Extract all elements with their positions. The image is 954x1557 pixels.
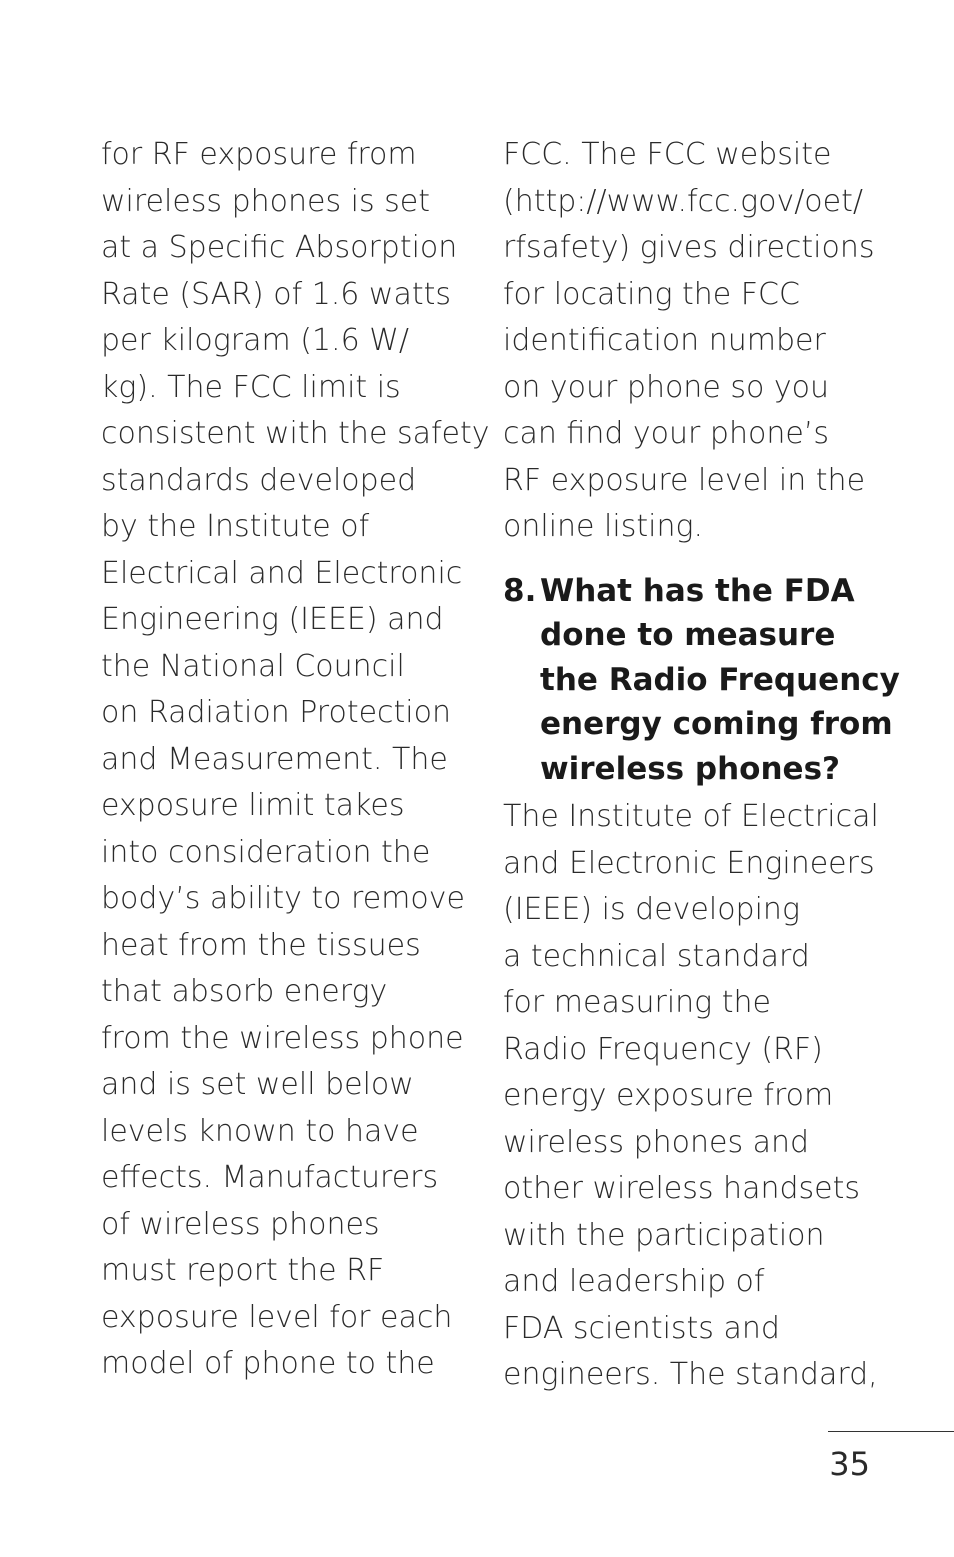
- text-line: Radio Frequency (RF): [503, 1031, 823, 1067]
- text-line: and leadership of: [503, 1264, 765, 1299]
- text-line: and Electronic Engineers: [503, 845, 875, 881]
- text-line: wireless phones and: [503, 1124, 810, 1160]
- text-line: by the Institute of: [101, 509, 370, 544]
- text-line: exposure level for each: [101, 1299, 453, 1335]
- text-line: must report the RF: [101, 1253, 385, 1288]
- text-line: online listing.: [503, 509, 703, 544]
- text-line: on your phone so you: [503, 369, 829, 405]
- text-line: for locating the FCC: [503, 276, 800, 312]
- footer-divider: [828, 1431, 954, 1432]
- heading-line: done to measure: [540, 617, 836, 653]
- text-line: body’s ability to remove: [101, 881, 465, 916]
- text-line: on Radiation Protection: [101, 695, 452, 730]
- text-line: and Measurement. The: [101, 741, 448, 777]
- text-line: for RF exposure from: [101, 137, 417, 172]
- body-paragraph: [503, 794, 883, 1399]
- text-line: the National Council: [101, 648, 405, 684]
- text-line: per kilogram (1.6 W/: [101, 323, 409, 358]
- text-line: a technical standard: [503, 938, 810, 974]
- text-line: engineers. The standard,: [503, 1357, 878, 1392]
- text-line: FDA scientists and: [503, 1310, 780, 1346]
- text-line: effects. Manufacturers: [101, 1160, 439, 1195]
- text-line: that absorb energy: [101, 974, 388, 1009]
- text-line: into consideration the: [101, 834, 431, 870]
- text-line: Engineering (IEEE) and: [101, 602, 444, 637]
- heading-line: energy coming from: [540, 706, 893, 742]
- text-line: FCC. The FCC website: [503, 137, 832, 172]
- text-line: from the wireless phone: [101, 1020, 464, 1056]
- left-text-column: [101, 132, 490, 1388]
- text-line: kg). The FCC limit is: [101, 369, 401, 405]
- text-line: of wireless phones: [101, 1206, 380, 1242]
- text-line: energy exposure from: [503, 1078, 834, 1113]
- text-line: and is set well below: [101, 1067, 414, 1102]
- text-line: can find your phone’s: [503, 416, 829, 451]
- heading-line: the Radio Frequency: [540, 661, 900, 698]
- text-line: rfsafety) gives directions: [503, 230, 875, 265]
- text-line: RF exposure level in the: [503, 462, 866, 498]
- text-line: (IEEE) is developing: [503, 892, 800, 927]
- heading-number: 8.: [503, 572, 537, 609]
- text-line: consistent with the safety: [101, 416, 490, 451]
- heading-line: What has the FDA: [540, 572, 855, 609]
- text-line: (http://www.fcc.gov/oet/: [503, 183, 863, 219]
- text-line: identification number: [503, 323, 826, 358]
- heading-line: wireless phones?: [540, 750, 841, 787]
- text-line: wireless phones is set: [101, 183, 430, 219]
- section-heading: [503, 569, 900, 792]
- text-line: heat from the tissues: [101, 927, 421, 963]
- text-line: levels known to have: [101, 1113, 419, 1149]
- text-line: for measuring the: [503, 985, 771, 1020]
- text-line: other wireless handsets: [503, 1171, 860, 1206]
- text-line: exposure limit takes: [101, 788, 405, 823]
- text-line: model of phone to the: [101, 1346, 435, 1381]
- text-line: at a Specific Absorption: [101, 230, 458, 265]
- text-line: with the participation: [503, 1217, 825, 1253]
- intro-paragraph: [503, 132, 883, 551]
- text-line: standards developed: [101, 462, 417, 498]
- text-line: The Institute of Electrical: [503, 799, 879, 834]
- page-number: 35: [829, 1445, 870, 1483]
- right-text-column: [503, 132, 900, 1399]
- text-line: Rate (SAR) of 1.6 watts: [101, 276, 452, 312]
- text-line: Electrical and Electronic: [101, 555, 463, 591]
